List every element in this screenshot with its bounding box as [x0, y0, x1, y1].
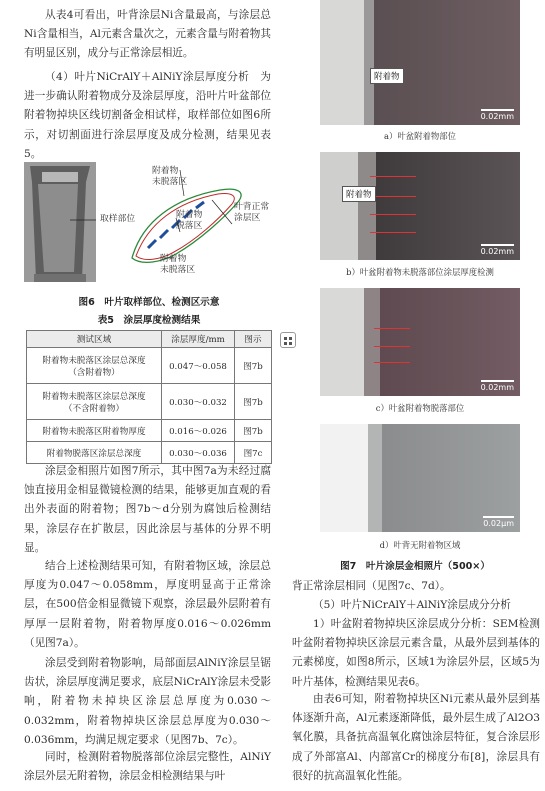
table5-header-row [27, 331, 272, 348]
table5-cell: 图7b [235, 384, 272, 420]
left-para-4: 结合上述检测结果可知，有附着物区域，涂层总厚度为0.047～0.058mm，厚度明显高于正常涂层，在500倍金相显微镜下观察，涂层最外层附着有厚厚一层附着物，附着物厚度0.016～0.026mm（见图7a）。 [24, 560, 271, 649]
table5-cell: 附着物未脱落区附着物厚度 [27, 420, 162, 442]
table-row [27, 442, 272, 464]
fig6-label-unfallen: 附着物 未脱落区 [152, 166, 188, 187]
table5-header-cell: 图示 [235, 331, 272, 348]
fig7b-caption: b）叶盆附着物未脱落部位涂层厚度检测 [346, 267, 494, 277]
fig7d-scale-bar [483, 516, 514, 528]
fig7b-scale-bar [481, 244, 514, 256]
table5-cell: 附着物未脱落区涂层总深度 （不含附着物） [27, 384, 162, 420]
table5-cell: 0.047～0.058 [162, 348, 235, 384]
table5-cell: 图7b [235, 420, 272, 442]
fig7a-scale-bar [481, 109, 514, 121]
fig7c-scale-bar [481, 380, 514, 392]
fig7c-micrograph [320, 288, 520, 396]
fig7-title: 图7 叶片涂层金相照片（500×） [340, 561, 490, 572]
left-para-5: 涂层受到附着物影响，局部面层AlNiY涂层呈锯齿状，涂层厚度满足要求，底层NiCrAlY涂层未受影响，附着物未掉块区涂层总厚度为0.030～0.032mm，附着物掉块区涂层总厚度为0.030～0.036mm，均满足规定要求（见图7b、7c）。 [24, 657, 271, 746]
table5-header-cell: 测试区域 [27, 331, 162, 348]
fig6-caption: 图6 叶片取样部位、检测区示意 [78, 297, 220, 308]
table5-cell: 图7b [235, 348, 272, 384]
qr-code-icon [281, 334, 295, 348]
right-para-1: 背正常涂层相同（见图7c、7d）。 [292, 580, 451, 592]
table5-header-cell: 涂层厚度/mm [162, 331, 235, 348]
fig7b-label: 附着物 [342, 186, 376, 202]
left-para-3: 涂层金相照片如图7所示，其中图7a为未经过腐蚀直接用金相显微镜检测的结果，能够更加直观的看出外表面的附着物；图7b～d分别为腐蚀后检测结果，涂层存在扩散层，因此涂层与基体的分界不明显。 [24, 465, 271, 554]
fig6-label-fallen: 附着物 脱落区 [176, 210, 203, 231]
table5-title: 表5 涂层厚度检测结果 [97, 315, 201, 326]
table-row [27, 420, 272, 442]
left-para-6: 同时，检测附着物脱落部位涂层完整性，AlNiY涂层外层无附着物，涂层金相检测结果与叶 [24, 751, 271, 783]
fig7a-label: 附着物 [370, 68, 404, 84]
table5-cell: 附着物未脱落区涂层总深度 （含附着物） [27, 348, 162, 384]
figure-6 [24, 162, 274, 294]
scan-icon[interactable] [280, 332, 296, 348]
right-para-3: 1）叶盆附着物掉块区涂层成分分析：SEM检测叶盆附着物掉块区涂层元素含量，从最外层到基体的元素梯度，如图8所示，区域1为涂层外层，区域5为叶片基体，检测结果见表6。 [292, 618, 540, 688]
table5-cell: 附着物脱落区涂层总深度 [27, 442, 162, 464]
left-para-2: （4）叶片NiCrAlY＋AlNiY涂层厚度分析 为进一步确认附着物成分及涂层厚度，沿叶片叶盆部位附着物掉块区线切割备金相试样，取样部位如图6所示，对切割面进行涂层厚度及成分检测，结果见表5。 [24, 71, 271, 160]
fig7d-micrograph [320, 424, 520, 532]
table5-cell: 0.030～0.036 [162, 442, 235, 464]
table-row [27, 348, 272, 384]
table5-cell: 0.030～0.032 [162, 384, 235, 420]
fig7b-scale-text: 0.02mm [480, 247, 514, 256]
fig7c-scale-text: 0.02mm [480, 383, 514, 392]
right-para-2: （5）叶片NiCrAlY＋AlNiY涂层成分分析 [313, 599, 511, 611]
table5 [26, 330, 272, 464]
fig7b-micrograph [320, 152, 520, 260]
fig7a-caption: a）叶盆附着物部位 [384, 131, 456, 141]
fig6-label-back: 叶背正常 涂层区 [234, 202, 270, 223]
table-row [27, 384, 272, 420]
right-para-4: 由表6可知，附着物掉块区Ni元素从最外层到基体逐渐升高，Al元素逐渐降低，最外层生成了Al2O3氧化膜，具备抗高温氧化腐蚀涂层特征，复合涂层形成了外部富Al、内部富Cr的梯度分布[8]，涂层具有很好的抗高温氧化性能。 [292, 693, 540, 782]
fig7d-caption: d）叶背无附着物区域 [379, 540, 461, 550]
left-para-1: 从表4可看出，叶背涂层Ni含量最高，与涂层总Ni含量相当，Al元素含量次之，元素含量与附着物其有明显区别，成分与正常涂层相近。 [24, 9, 271, 60]
table5-cell: 0.016～0.026 [162, 420, 235, 442]
fig6-label-no-attach: 附着物 未脱落区 [160, 254, 196, 275]
fig7d-scale-text: 0.02μm [483, 519, 514, 528]
figure-6-illustration [24, 162, 274, 292]
fig7c-caption: c）叶盆附着物脱落部位 [375, 403, 465, 413]
fig7a-scale-text: 0.02mm [480, 112, 514, 121]
fig6-label-sampling: 取样部位 [100, 214, 136, 224]
fig7a-micrograph [320, 0, 520, 125]
table5-cell: 图7c [235, 442, 272, 464]
